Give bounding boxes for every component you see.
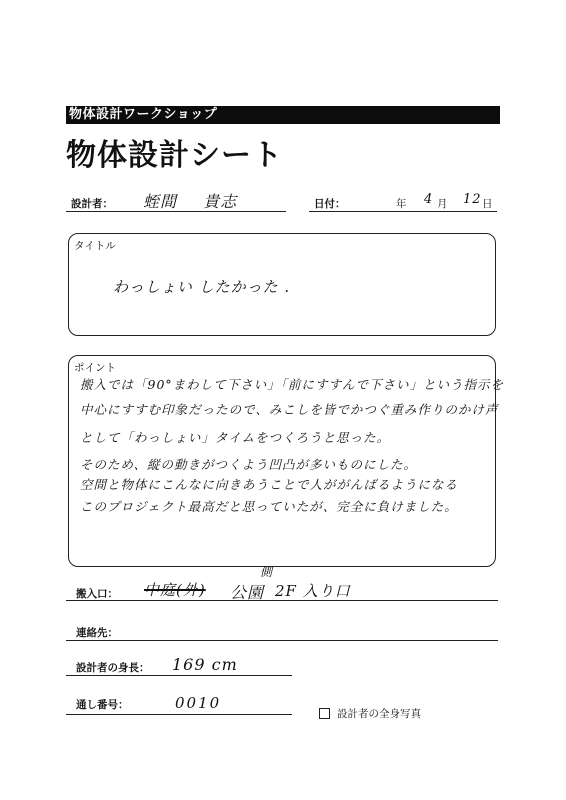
date-day-value: 12 bbox=[463, 192, 482, 207]
workshop-label: 物体設計ワークショップ bbox=[69, 107, 218, 122]
sheet-title: 物体設計シート bbox=[66, 138, 283, 173]
designer-label: 設計者： bbox=[71, 198, 113, 210]
point-line: として「わっしょい」タイムをつくろうと思った。 bbox=[80, 430, 391, 445]
designer-underline bbox=[66, 211, 286, 212]
serial-underline bbox=[66, 714, 292, 715]
serial-label: 通し番号： bbox=[76, 699, 129, 711]
entrance-value-prefix: 公園 bbox=[230, 583, 265, 602]
serial-value: 0010 bbox=[175, 694, 222, 712]
entrance-label: 搬入口： bbox=[76, 588, 118, 600]
point-line: 搬入では「90°まわして下さい」「前にすすんで下さい」という指示を bbox=[80, 377, 505, 392]
entrance-value-insert: 側 bbox=[260, 565, 274, 579]
entrance-value-suffix: 2F 入り口 bbox=[275, 582, 351, 600]
date-month-value: 4 bbox=[424, 192, 434, 207]
height-underline bbox=[66, 675, 292, 676]
contact-label: 連絡先： bbox=[76, 627, 118, 639]
photo-label: 設計者の全身写真 bbox=[337, 708, 421, 720]
date-year-unit: 年 bbox=[396, 198, 407, 210]
point-line: そのため、縦の動きがつくよう凹凸が多いものにした。 bbox=[80, 457, 418, 472]
entrance-struck-text: 中庭(外) bbox=[144, 581, 206, 599]
height-label: 設計者の身長： bbox=[76, 662, 150, 674]
title-box-label: タイトル bbox=[74, 240, 116, 252]
point-line: 空間と物体にこんなに向きあうことで人ががんばるようになる bbox=[80, 477, 459, 492]
date-month-unit: 月 bbox=[437, 198, 448, 210]
point-line: このプロジェクト最高だと思っていたが、完全に負けました。 bbox=[80, 499, 458, 514]
point-line: 中心にすすむ印象だったので、みこしを皆でかつぐ重み作りのかけ声 bbox=[80, 402, 499, 417]
photo-checkbox[interactable] bbox=[319, 708, 330, 719]
contact-underline bbox=[66, 640, 498, 641]
point-box-label: ポイント bbox=[74, 362, 116, 374]
height-value: 169 cm bbox=[172, 655, 238, 674]
title-value: わっしょい したかった . bbox=[113, 278, 291, 296]
entrance-underline bbox=[66, 600, 498, 601]
designer-value: 蛭間 貴志 bbox=[143, 192, 238, 211]
date-day-unit: 日 bbox=[482, 198, 493, 210]
date-label: 日付： bbox=[314, 198, 346, 210]
date-underline bbox=[309, 211, 497, 212]
workshop-header-bar bbox=[66, 106, 500, 124]
